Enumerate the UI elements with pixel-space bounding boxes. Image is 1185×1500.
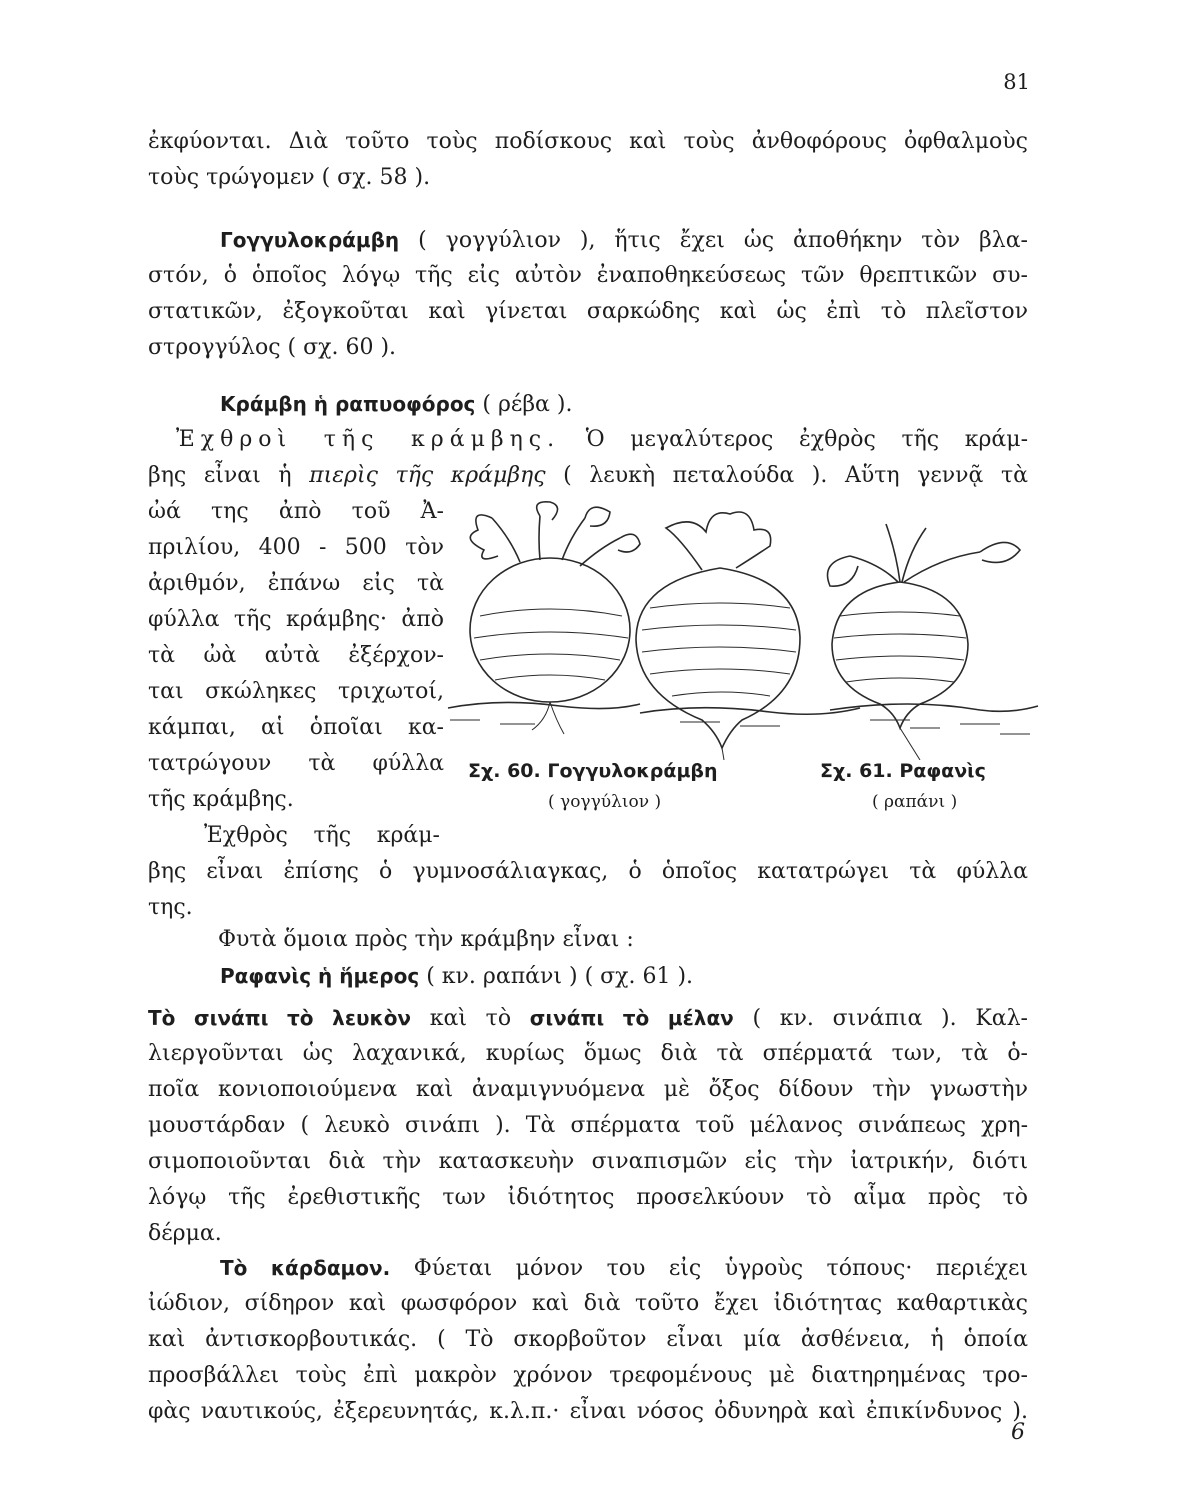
text-run: βης εἶναι ἡ	[148, 463, 292, 488]
heading-cress: Τὸ κάρδαμον.	[220, 1256, 391, 1280]
paragraph-line: ἐκφύονται. Διὰ τοῦτο τοὺς ποδίσκους καὶ τοὺς ἀνθοφόρους ὀφθαλμοὺς	[148, 129, 1028, 154]
text-run: ( λευκὴ πεταλούδα ). Αὕτη γεννᾷ τὰ	[563, 463, 1028, 488]
paragraph-line: τοὺς τρώγομεν ( σχ. 58 ).	[148, 165, 431, 190]
paragraph-line	[220, 386, 1100, 423]
figure-60-subcaption: ( γογγύλιον )	[548, 792, 662, 812]
paragraph-line: προσβάλλει τοὺς ἐπὶ μακρὸν χρόνον τρεφομένους μὲ διατηρημένας τρο-	[148, 1363, 1028, 1388]
figure-61-caption: Σχ. 61. Ραφανὶς	[820, 760, 986, 782]
text-run: Φύεται μόνον του εἰς ὑγροὺς τόπους· περιέχει	[413, 1256, 1028, 1281]
paragraph-line: Ἐχθρὸς τῆς κράμ-	[204, 823, 440, 848]
paragraph-line	[220, 222, 1028, 259]
paragraph-line: φύλλα τῆς κράμβης· ἀπὸ	[148, 607, 444, 632]
paragraph-line: τὰ ὠὰ αὐτὰ ἐξέρχον-	[148, 643, 444, 668]
kohlrabi-icon	[470, 502, 640, 734]
paragraph-line: κάμπαι, αἱ ὁποῖαι κα-	[148, 715, 444, 740]
turnip-icon	[636, 512, 800, 760]
signature-mark: 6	[1011, 1420, 1025, 1445]
paragraph-line: καὶ ἀντισκορβουτικάς. ( Τὸ σκορβοῦτον εἶναι μία ἀσθένεια, ἡ ὁποία	[148, 1327, 1028, 1352]
paragraph-line: ται σκώληκες τριχωτοί,	[148, 679, 444, 704]
species-name: πιερὶς τῆς κράμβης	[309, 463, 546, 488]
text-run: ( κν. σινάπια ). Καλ-	[752, 1006, 1028, 1031]
paragraph-line: ποῖα κονιοποιούμενα καὶ ἀναμιγνυόμενα μὲ ὄξος δίδουν τὴν γνωστὴν	[148, 1077, 1028, 1102]
paragraph-line	[220, 958, 1100, 995]
text-run: ( γογγύλιον ), ἥτις ἔχει ὡς ἀποθήκην τὸν βλα-	[418, 228, 1028, 253]
paragraph-line: βης εἶναι ἐπίσης ὁ γυμνοσάλιαγκας, ὁ ὁποῖος κατατρώγει τὰ φύλλα	[148, 859, 1028, 884]
figure-kohlrabi-radish	[440, 498, 1040, 760]
text-run: ( κν. ραπάνι ) ( σχ. 61 ).	[426, 964, 694, 989]
paragraph-line	[148, 1000, 1028, 1037]
figure-60-caption: Σχ. 60. Γογγυλοκράμβη	[468, 760, 718, 782]
paragraph-line: τατρώγουν τὰ φύλλα	[148, 751, 444, 776]
paragraph-line: τῆς κράμβης.	[148, 787, 294, 812]
paragraph-line: δέρμα.	[148, 1221, 222, 1246]
paragraph-line: στρογγύλος ( σχ. 60 ).	[148, 335, 397, 360]
paragraph-line	[220, 1250, 1028, 1287]
spaced-subheading: Ἐχθροὶ τῆς κράμβης.	[176, 427, 561, 452]
paragraph-line: λόγῳ τῆς ἐρεθιστικῆς των ἰδιότητος προσελκύουν τὸ αἷμα πρὸς τὸ	[148, 1185, 1028, 1210]
text-run: Ὁ μεγαλύτερος ἐχθρὸς τῆς κράμ-	[585, 427, 1029, 452]
paragraph-line: ἰώδιον, σίδηρον καὶ φωσφόρον καὶ διὰ τοῦτο ἔχει ἰδιότητας καθαρτικὰς	[148, 1291, 1028, 1316]
figure-61-subcaption: ( ραπάνι )	[872, 792, 958, 812]
heading-white-mustard: Τὸ σινάπι τὸ λευκὸν	[148, 1006, 412, 1030]
paragraph-line: στατικῶν, ἐξογκοῦται καὶ γίνεται σαρκώδης καὶ ὡς ἐπὶ τὸ πλεῖστον	[148, 299, 1028, 324]
paragraph-line: φὰς ναυτικούς, ἐξερευνητάς, κ.λ.π.· εἶναι νόσος ὀδυνηρὰ καὶ ἐπικίνδυνος ).	[148, 1399, 1028, 1424]
text-run: καὶ τὸ	[429, 1006, 512, 1031]
paragraph-line: μουστάρδαν ( λευκὸ σινάπι ). Τὰ σπέρματα τοῦ μέλανος σινάπεως χρη-	[148, 1113, 1028, 1138]
paragraph-line	[176, 422, 1028, 458]
page-number: 81	[1003, 70, 1030, 94]
paragraph-line: στόν, ὁ ὁποῖος λόγῳ τῆς εἰς αὐτὸν ἐναποθηκεύσεως τῶν θρεπτικῶν συ-	[148, 263, 1028, 288]
heading-radish: Ραφανὶς ἡ ἥμερος	[220, 964, 420, 988]
ground-icon	[448, 702, 1038, 734]
paragraph-line: ἀριθμόν, ἐπάνω εἰς τὰ	[148, 571, 444, 596]
paragraph-line	[148, 458, 1028, 494]
paragraph-line: σιμοποιοῦνται διὰ τὴν κατασκευὴν σιναπισμῶν εἰς τὴν ἰατρικήν, διότι	[148, 1149, 1028, 1174]
heading-cabbage: Κράμβη ἡ ραπυοφόρος	[220, 392, 476, 416]
radish-icon	[828, 524, 1021, 760]
paragraph-line: πριλίου, 400 - 500 τὸν	[148, 535, 444, 560]
heading-kohlrabi: Γογγυλοκράμβη	[220, 228, 400, 252]
paragraph-line: ὠά της ἀπὸ τοῦ Ἀ-	[148, 499, 444, 524]
paragraph-line: λιεργοῦνται ὡς λαχανικά, κυρίως ὅμως διὰ τὰ σπέρματά των, τὰ ὁ-	[148, 1041, 1028, 1066]
heading-black-mustard: σινάπι τὸ μέλαν	[529, 1006, 734, 1030]
paragraph-line: της.	[148, 895, 193, 920]
paragraph-line: Φυτὰ ὅμοια πρὸς τὴν κράμβην εἶναι :	[218, 927, 634, 952]
text-run: ( ρέβα ).	[482, 392, 573, 417]
